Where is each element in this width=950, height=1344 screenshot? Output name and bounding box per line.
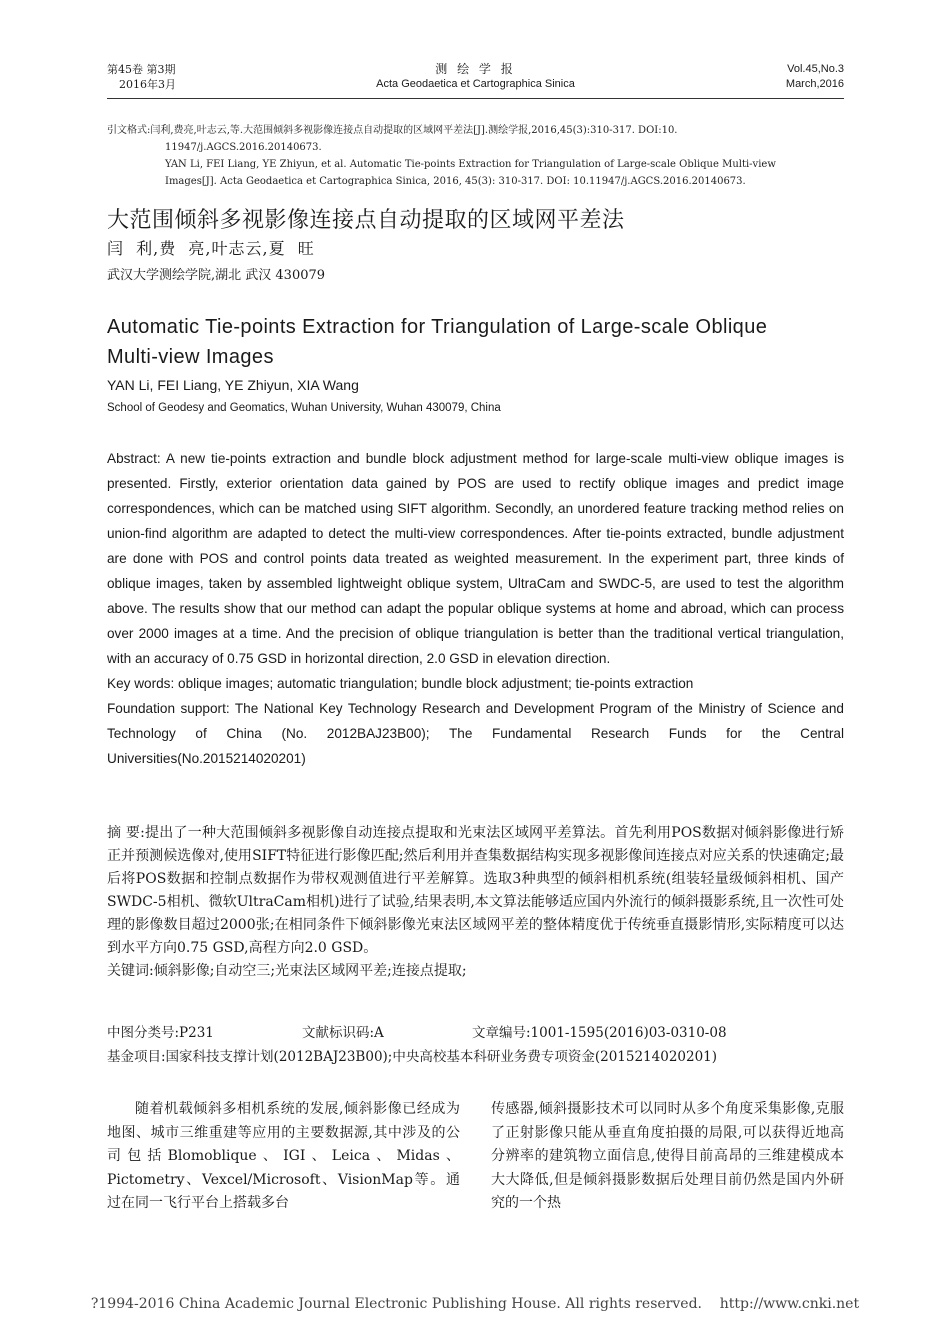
- keywords-en: Key words: oblique images; automatic triangulation; bundle block adjustment; tie-points extraction: [107, 676, 694, 691]
- abstract-en: [107, 446, 844, 771]
- classification-row: [107, 1022, 844, 1045]
- citation-block: [107, 122, 844, 190]
- journal-name-en: Acta Geodaetica et Cartographica Sinica: [376, 78, 575, 90]
- funding-en: Foundation support: The National Key Technology Research and Development Program of the Ministry of Science and Technology of China (No. 2012BAJ23B00); The Fundamental Research Funds for the Central Universities(No.2015214020201): [107, 701, 844, 766]
- title-en-line2: Multi-view Images: [107, 346, 274, 368]
- volume-en: [786, 62, 844, 92]
- journal-header: [107, 62, 844, 96]
- abstract-cn-text: 摘 要:提出了一种大范围倾斜多视影像自动连接点提取和光束法区域网平差算法。首先利用POS数据对倾斜影像进行矫正并预测候选像对,使用SIFT特征进行影像匹配;然后利用并查集数据结构实现多视影像间连接点对应关系的快速确定;最后将POS数据和控制点数据作为带权观测值进行平差解算。选取3种典型的倾斜相机系统(组装轻量级倾斜相机、国产SWDC-5相机、微软UltraCam相机)进行了试验,结果表明,本文算法能够适应国内外流行的倾斜摄影系统,且一次性可处理的影像数目超过2000张;在相同条件下倾斜影像光束法区域网平差的整体精度优于传统垂直摄影情形,实际精度可以达到水平方向0.75 GSD,高程方向2.0 GSD。: [107, 825, 844, 956]
- body-left-text: 随着机载倾斜多相机系统的发展,倾斜影像已经成为地图、城市三维重建等应用的主要数据源,其中涉及的公司包括Blomoblique、IGI、Leica、Midas、Pictometry、Vexcel/Microsoft、VisionMap等。通过在同一飞行平台上搭载多台: [107, 1101, 460, 1211]
- copyright-footer: ?1994-2016 China Academic Journal Electronic Publishing House. All rights reserved. http://www.cnki.net: [90, 1296, 860, 1312]
- authors-cn: 闫 利,费 亮,叶志云,夏 旺: [107, 239, 315, 258]
- article-number: 文章编号:1001-1595(2016)03-0310-08: [472, 1025, 727, 1041]
- abstract-cn: [107, 822, 844, 983]
- journal-name-cn: 测 绘 学 报: [435, 62, 516, 76]
- header-rule: [107, 98, 844, 99]
- volume-issue-line: 第45卷 第3期: [107, 63, 176, 76]
- funding-cn: 基金项目:国家科技支撑计划(2012BAJ23B00);中央高校基本科研业务费专项资金(2015214020201): [107, 1049, 718, 1065]
- journal-name: [107, 62, 844, 92]
- clc-number: 中图分类号:P231: [107, 1025, 214, 1041]
- title-cn: 大范围倾斜多视影像连接点自动提取的区域网平差法: [107, 208, 625, 233]
- affiliation-cn: 武汉大学测绘学院,湖北 武汉 430079: [107, 268, 326, 283]
- date-en-line: March,2016: [785, 78, 844, 90]
- issue-date-line: 2016年3月: [119, 78, 176, 91]
- body-right-column: [491, 1098, 844, 1216]
- title-en: [107, 312, 847, 372]
- body-right-text: 传感器,倾斜摄影技术可以同时从多个角度采集影像,克服了正射影像只能从垂直角度拍摄的局限,可以获得近地高分辨率的建筑物立面信息,使得目前高昂的三维建模成本大大降低,但是倾斜摄影数据后处理目前仍然是国内外研究的一个热: [491, 1101, 844, 1211]
- authors-en: YAN Li, FEI Liang, YE Zhiyun, XIA Wang: [107, 377, 359, 393]
- abstract-en-text: Abstract: A new tie-points extraction and bundle block adjustment method for large-scale multi-view oblique images is presented. Firstly, exterior orientation data gained by POS are used to rectify oblique images and predict image correspondences, which can be matched using SIFT algorithm. Secondly, an unordered feature tracking method relies on union-find algorithm are adapted to detect the multi-view correspondences. After tie-points extracted, bundle adjustment are done with POS and control points data treated as weighted measurement. In the experiment part, three kinds of oblique images, taken by assembled lightweight oblique system, UltraCam and SWDC-5, are used to test the algorithm above. The results show that our method can adapt the popular oblique systems at home and abroad, which can process over 2000 images at a time. And the precision of oblique triangulation is better than the traditional vertical triangulation, with an accuracy of 0.75 GSD in horizontal direction, 2.0 GSD in elevation direction.: [107, 451, 844, 666]
- citation-cn-line1: 引文格式:闫利,费亮,叶志云,等.大范围倾斜多视影像连接点自动提取的区域网平差法[J].测绘学报,2016,45(3):310-317. DOI:10.: [107, 125, 678, 136]
- body-left-column: [107, 1098, 460, 1216]
- title-en-line1: Automatic Tie-points Extraction for Triangulation of Large-scale Oblique: [107, 316, 768, 338]
- document-code: 文献标识码:A: [302, 1025, 384, 1041]
- affiliation-en: School of Geodesy and Geomatics, Wuhan University, Wuhan 430079, China: [107, 402, 501, 414]
- keywords-cn: 关键词:倾斜影像;自动空三;光束法区域网平差;连接点提取;: [107, 963, 467, 979]
- citation-en-line2: Images[J]. Acta Geodaetica et Cartographica Sinica, 2016, 45(3): 310-317. DOI: 10.11947/j.AGCS.2016.20140673.: [165, 176, 746, 187]
- citation-cn-line2: 11947/j.AGCS.2016.20140673.: [165, 142, 322, 153]
- citation-en-line1: YAN Li, FEI Liang, YE Zhiyun, et al. Automatic Tie-points Extraction for Triangulation of Large-scale Oblique Multi-view: [165, 159, 776, 170]
- volume-en-line: Vol.45,No.3: [787, 63, 844, 75]
